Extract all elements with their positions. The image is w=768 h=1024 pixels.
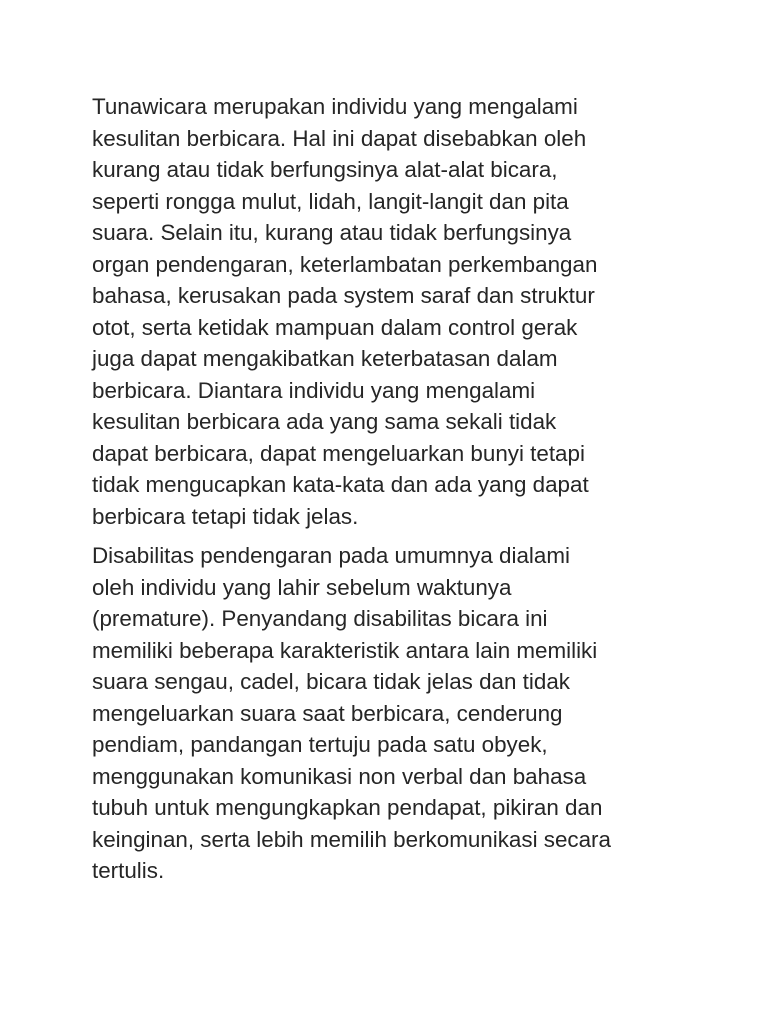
paragraph-1 [92,91,712,532]
paragraph-line: organ pendengaran, keterlambatan perkembangan [92,251,598,277]
paragraph-line: suara sengau, cadel, bicara tidak jelas dan tidak [92,669,570,694]
paragraph-line: mengeluarkan suara saat berbicara, cenderung [92,700,563,726]
paragraph-line: pendiam, pandangan tertuju pada satu obyek, [92,732,548,757]
paragraph-line: tubuh untuk mengungkapkan pendapat, pikiran dan [92,795,603,820]
paragraph-line: suara. Selain itu, kurang atau tidak berfungsinya [92,220,572,245]
paragraph-line: keinginan, serta lebih memilih berkomunikasi secara [92,826,611,852]
paragraph-line: Tunawicara merupakan individu yang mengalami [92,94,578,119]
paragraph-line: menggunakan komunikasi non verbal dan bahasa [92,763,587,789]
paragraph-line: kesulitan berbicara ada yang sama sekali tidak [92,409,557,434]
paragraph-line: kurang atau tidak berfungsinya alat-alat bicara, [92,157,558,182]
paragraph-line: tidak mengucapkan kata-kata dan ada yang dapat [92,472,589,497]
paragraph-line: kesulitan berbicara. Hal ini dapat disebabkan oleh [92,125,587,151]
paragraph-line: seperti rongga mulut, lidah, langit-langit dan pita [92,188,569,214]
paragraph-line: Disabilitas pendengaran pada umumnya dialami [92,543,570,568]
paragraph-2 [92,540,712,887]
paragraph-line: tertulis. [92,858,165,883]
paragraph-line: otot, serta ketidak mampuan dalam control gerak [92,314,578,340]
paragraph-line: dapat berbicara, dapat mengeluarkan bunyi tetapi [92,440,585,466]
paragraph-line: memiliki beberapa karakteristik antara lain memiliki [92,637,598,663]
paragraph-line: oleh individu yang lahir sebelum waktunya [92,574,512,600]
document-body [92,91,712,887]
paragraph-line: juga dapat mengakibatkan keterbatasan dalam [92,346,558,371]
paragraph-line: (premature). Penyandang disabilitas bicara ini [92,606,548,631]
paragraph-line: bahasa, kerusakan pada system saraf dan struktur [92,283,595,308]
paragraph-line: berbicara. Diantara individu yang mengalami [92,377,536,403]
paragraph-line: berbicara tetapi tidak jelas. [92,503,359,529]
